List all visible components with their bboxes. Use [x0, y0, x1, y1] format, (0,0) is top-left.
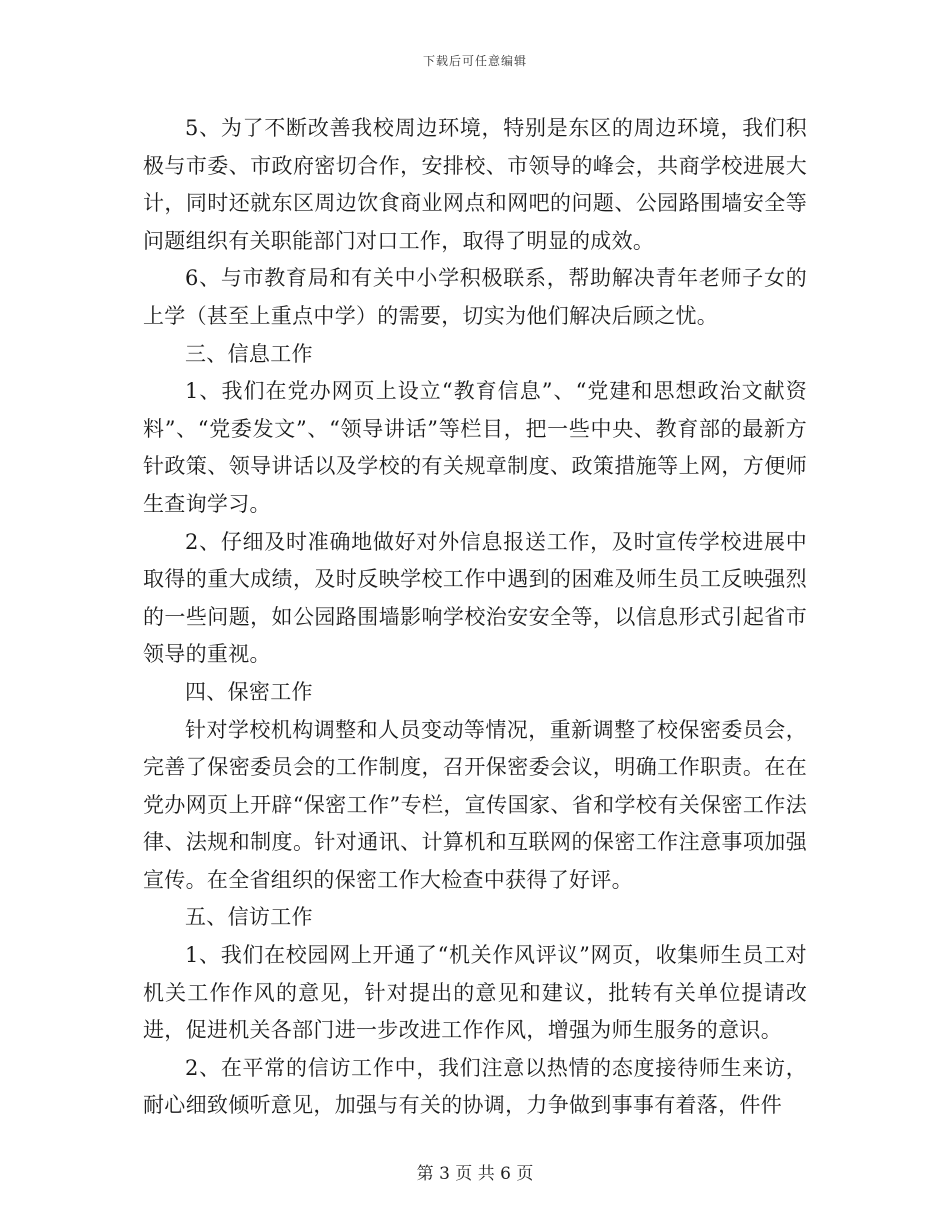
paragraph-info-2: 2、仔细及时准确地做好对外信息报送工作，及时宣传学校进展中取得的重大成绩，及时反映学校工作中遇到的困难及师生员工反映强烈的一些问题，如公园路围墙影响学校治安安全等，以信息形式引起省市领导的重视。	[143, 529, 807, 667]
section-heading-petition-work: 五、信访工作	[185, 905, 313, 930]
paragraph-info-1: 1、我们在党办网页上设立“教育信息”、“党建和思想政治文献资料”、“党委发文”、“领导讲话”等栏目，把一些中央、教育部的最新方针政策、领导讲话以及学校的有关规章制度、政策措施等上网，方便师生查询学习。	[143, 379, 807, 516]
paragraph-secrecy: 针对学校机构调整和人员变动等情况，重新调整了校保密委员会，完善了保密委员会的工作制度，召开保密委会议，明确工作职责。在在党办网页上开辟“保密工作”专栏，宣传国家、省和学校有关保密工作法律、法规和制度。针对通讯、计算机和互联网的保密工作注意事项加强宣传。在全省组织的保密工作大检查中获得了好评。	[143, 717, 807, 892]
page-header: 下载后可任意编辑	[422, 54, 527, 68]
page-footer: 第 3 页 共 6 页	[416, 1164, 534, 1184]
paragraph-item-5: 5、为了不断改善我校周边环境，特别是东区的周边环境，我们积极与市委、市政府密切合作，安排校、市领导的峰会，共商学校进展大计，同时还就东区周边饮食商业网点和网吧的问题、公园路围墙安全等问题组织有关职能部门对口工作，取得了明显的成效。	[143, 116, 807, 253]
section-heading-info-work: 三、信息工作	[185, 341, 313, 366]
paragraph-petition-1: 1、我们在校园网上开通了“机关作风评议”网页，收集师生员工对机关工作作风的意见，针对提出的意见和建议，批转有关单位提请改进，促进机关各部门进一步改进工作作风，增强为师生服务的意识。	[143, 943, 807, 1043]
paragraph-petition-2: 2、在平常的信访工作中，我们注意以热情的态度接待师生来访，耐心细致倾听意见，加强与有关的协调，力争做到事事有着落，件件	[143, 1055, 807, 1118]
document-body	[143, 110, 807, 1125]
paragraph-item-6: 6、与市教育局和有关中小学积极联系，帮助解决青年老师子女的上学（甚至上重点中学）的需要，切实为他们解决后顾之忧。	[143, 266, 807, 328]
section-heading-secrecy-work: 四、保密工作	[185, 679, 313, 704]
